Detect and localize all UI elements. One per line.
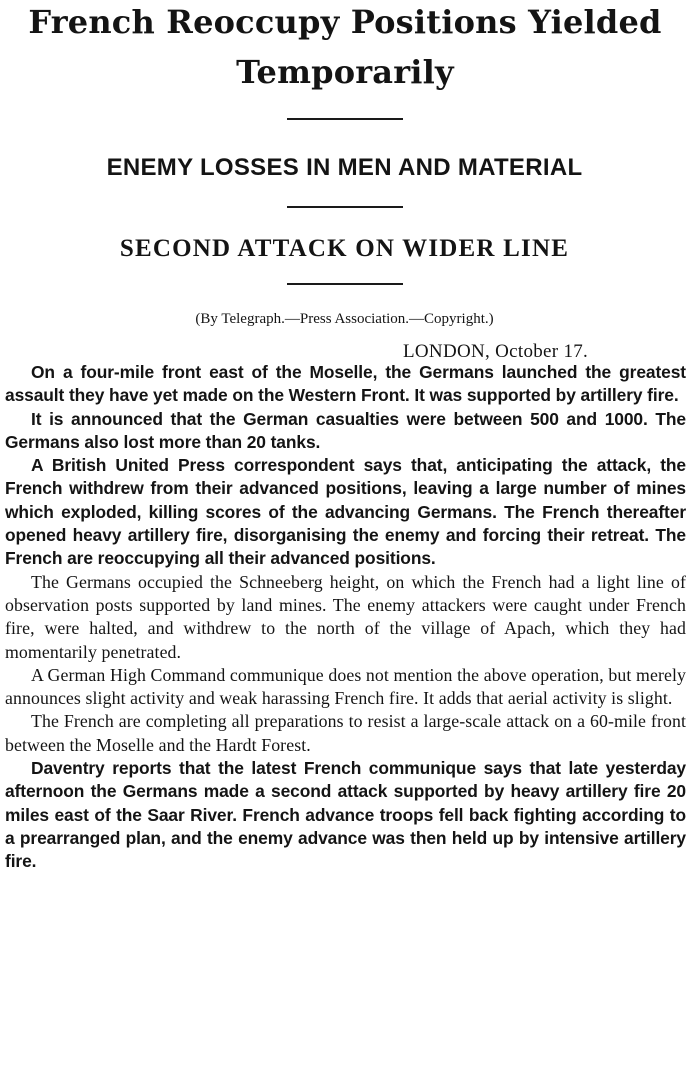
headline-line-2: Temporarily [236, 53, 454, 91]
paragraph: Daventry reports that the latest French communique says that late yesterday afternoon the Germans made a second attack supported by heavy artillery fire 20 miles east of the Saar River. French advance troops fell back fighting according to a prearranged plan, and the enemy advance was then held up by intensive artillery fire. [5, 758, 686, 872]
paragraph: On a four-mile front east of the Moselle, the Germans launched the greatest assault they have yet made on the Western Front. It was supported by artillery fire. [5, 362, 686, 406]
paragraph: It is announced that the German casualties were between 500 and 1000. The Germans also lost more than 20 tanks. [5, 408, 686, 452]
subheading-enemy-losses: ENEMY LOSSES IN MEN AND MATERIAL [106, 154, 583, 181]
headline-line-1: French Reoccupy Positions Yielded [28, 3, 662, 41]
article-body [5, 361, 686, 874]
divider-rule [287, 206, 403, 208]
divider-rule [287, 283, 403, 285]
divider-rule [287, 118, 403, 120]
subheading-second-attack: SECOND ATTACK ON WIDER LINE [119, 235, 570, 262]
paragraph: A British United Press correspondent says that, anticipating the attack, the French withdrew from their advanced positions, leaving a large number of mines which exploded, killing scores of the advancing Germans. The French thereafter opened heavy artillery fire, disorganising the enemy and forcing their retreat. The French are reoccupying all their advanced positions. [5, 455, 686, 569]
press-credit: (By Telegraph.—Press Association.—Copyright.) [195, 311, 494, 327]
paragraph: The French are completing all preparations to resist a large-scale attack on a 60-mile front between the Moselle and the Hardt Forest. [5, 711, 686, 755]
dateline: LONDON, October 17. [403, 341, 589, 362]
paragraph: A German High Command communique does not mention the above operation, but merely announces slight activity and weak harassing French fire. It adds that aerial activity is slight. [5, 664, 686, 709]
paragraph: The Germans occupied the Schneeberg height, on which the French had a light line of observation posts supported by land mines. The enemy attackers were caught under French fire, were halted, and withdrew to the north of the village of Apach, which they had momentarily penetrated. [5, 571, 686, 662]
